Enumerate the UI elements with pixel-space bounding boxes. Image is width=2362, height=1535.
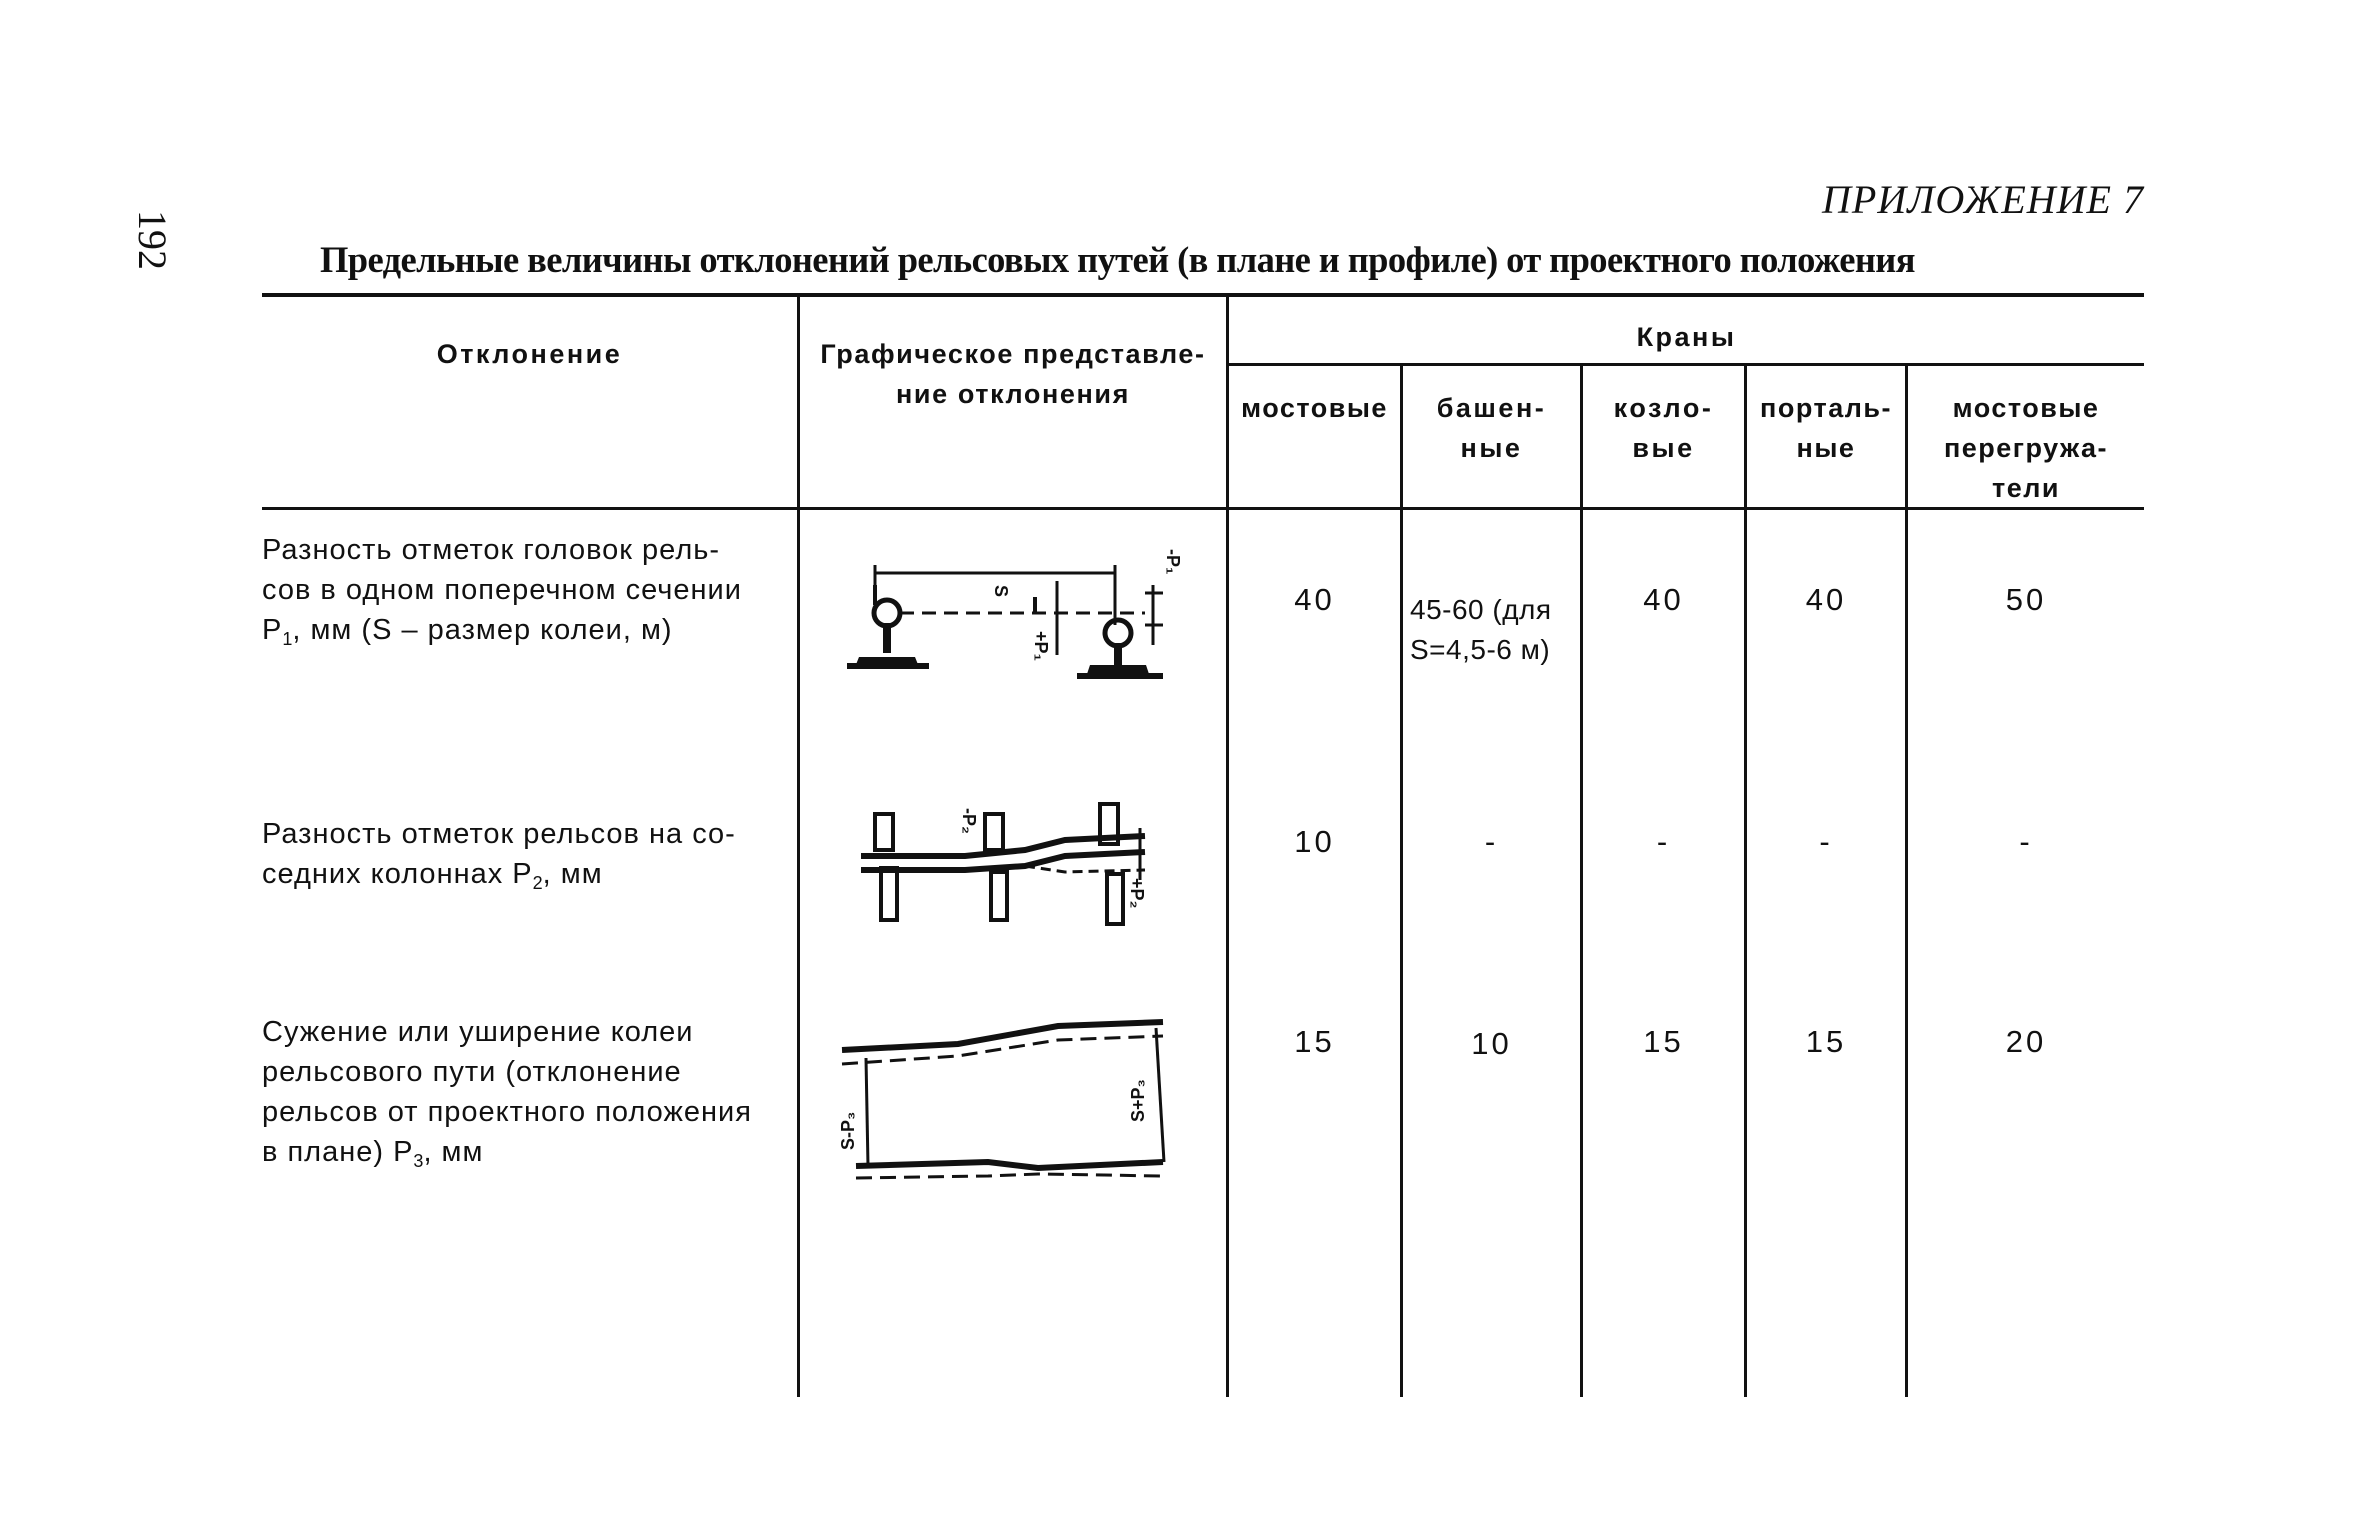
header-bridge: мостовые	[1241, 393, 1388, 423]
left-rail-icon	[847, 585, 929, 669]
row3-text-line: рельсов от проектного положения	[262, 1096, 752, 1128]
row3-text-line: рельсового пути (отклонение	[262, 1056, 682, 1088]
row2-tower-value: -	[1484, 824, 1499, 859]
row3-subscript: 3	[413, 1151, 424, 1171]
cranes-divider-rule	[1228, 363, 2144, 366]
row1-text-line	[262, 610, 742, 659]
column-icon	[875, 804, 1123, 924]
row2-column-rail-diagram	[855, 800, 1155, 930]
row1-text-tail: , мм (S – размер колеи, м)	[292, 614, 673, 646]
diagram-label-p-plus: +P₂	[1127, 878, 1147, 909]
row3-gauge-width-diagram	[838, 1010, 1178, 1180]
right-rail-icon	[1077, 620, 1163, 679]
diagram-label-p-plus: +P₁	[1031, 631, 1051, 661]
row3-tower-value: 10	[1471, 1026, 1512, 1061]
row3-reloader-value: 20	[2005, 1024, 2047, 1059]
diagram-label-s-plus: S+P₃	[1128, 1079, 1148, 1122]
row3-text-head: в плане) P	[262, 1136, 414, 1168]
row3-gantry-value: 15	[1643, 1024, 1684, 1059]
row3-portal-value: 15	[1805, 1024, 1847, 1059]
header-reloader-line2: перегружа-	[1943, 433, 2109, 463]
row1-portal-value: 40	[1805, 582, 1847, 617]
row1-deviation-text	[262, 530, 742, 659]
row2-text-line	[262, 854, 736, 903]
header-reloader	[1908, 388, 2144, 508]
row1-gantry-value: 40	[1643, 582, 1684, 617]
header-gantry	[1583, 388, 1744, 468]
row1-bridge-value: 40	[1294, 582, 1335, 617]
row1-subscript: 1	[282, 629, 293, 649]
header-reloader-line1: мостовые	[1952, 393, 2100, 423]
header-cranes: Краны	[1636, 322, 1737, 352]
row1-symbol: P	[262, 614, 283, 646]
row3-text-tail: , мм	[423, 1136, 484, 1168]
row3-deviation-text	[262, 1012, 752, 1181]
row1-text-line: сов в одном поперечном сечении	[262, 574, 742, 606]
row2-text-line: Разность отметок рельсов на со-	[262, 818, 736, 850]
row1-rail-height-diagram	[845, 545, 1185, 690]
header-graphic	[800, 334, 1226, 414]
header-portal	[1747, 388, 1905, 468]
row3-text-line	[262, 1132, 752, 1181]
diagram-label-s-minus: S-P₃	[838, 1111, 858, 1150]
page-number: 192	[130, 210, 175, 270]
diagram-label-p-minus: -P₁	[1163, 549, 1183, 575]
row2-text-head: седних колоннах P	[262, 858, 533, 890]
header-bottom-rule	[262, 507, 2144, 510]
row1-tower-line: S=4,5-6 м)	[1410, 634, 1551, 665]
row2-reloader-value: -	[2019, 824, 2033, 859]
page-title: Предельные величины отклонений рельсовых путей (в плане и профиле) от проектного положения	[320, 239, 1915, 280]
header-portal-line1: порталь-	[1760, 393, 1892, 423]
column-divider	[1905, 364, 1908, 1397]
row3-text-line: Сужение или уширение колеи	[262, 1016, 694, 1048]
row2-text-tail: , мм	[542, 858, 603, 890]
row2-bridge-value: 10	[1294, 824, 1335, 859]
row1-tower-value	[1410, 590, 1552, 670]
row2-gantry-value: -	[1656, 824, 1671, 859]
row2-deviation-text	[262, 814, 736, 903]
header-portal-line2: ные	[1796, 433, 1856, 463]
column-divider	[1744, 364, 1747, 1397]
header-deviation: Отклонение	[436, 339, 623, 369]
column-divider	[1580, 364, 1583, 1397]
header-gantry-line1: козло-	[1613, 393, 1714, 423]
header-tower-line1: башен-	[1436, 393, 1547, 423]
column-divider	[797, 295, 800, 1397]
header-graphic-line2: ние отклонения	[896, 379, 1130, 409]
row1-reloader-value: 50	[2005, 582, 2047, 617]
header-tower	[1403, 388, 1580, 468]
header-graphic-line1: Графическое представле-	[820, 339, 1206, 369]
diagram-label-s: S	[991, 585, 1011, 598]
appendix-label: ПРИЛОЖЕНИЕ 7	[1822, 177, 2144, 222]
header-gantry-line2: вые	[1632, 433, 1695, 463]
header-tower-line2: ные	[1460, 433, 1523, 463]
header-reloader-line3: тели	[1992, 473, 2060, 503]
row2-subscript: 2	[532, 873, 543, 893]
row3-bridge-value: 15	[1294, 1024, 1335, 1059]
row1-text-line: Разность отметок головок рель-	[262, 534, 721, 566]
diagram-label-p-minus: -P₂	[959, 808, 979, 834]
table-top-rule	[262, 293, 2144, 297]
row2-portal-value: -	[1819, 824, 1833, 859]
column-divider	[1400, 364, 1403, 1397]
row1-tower-line: 45-60 (для	[1410, 594, 1552, 625]
